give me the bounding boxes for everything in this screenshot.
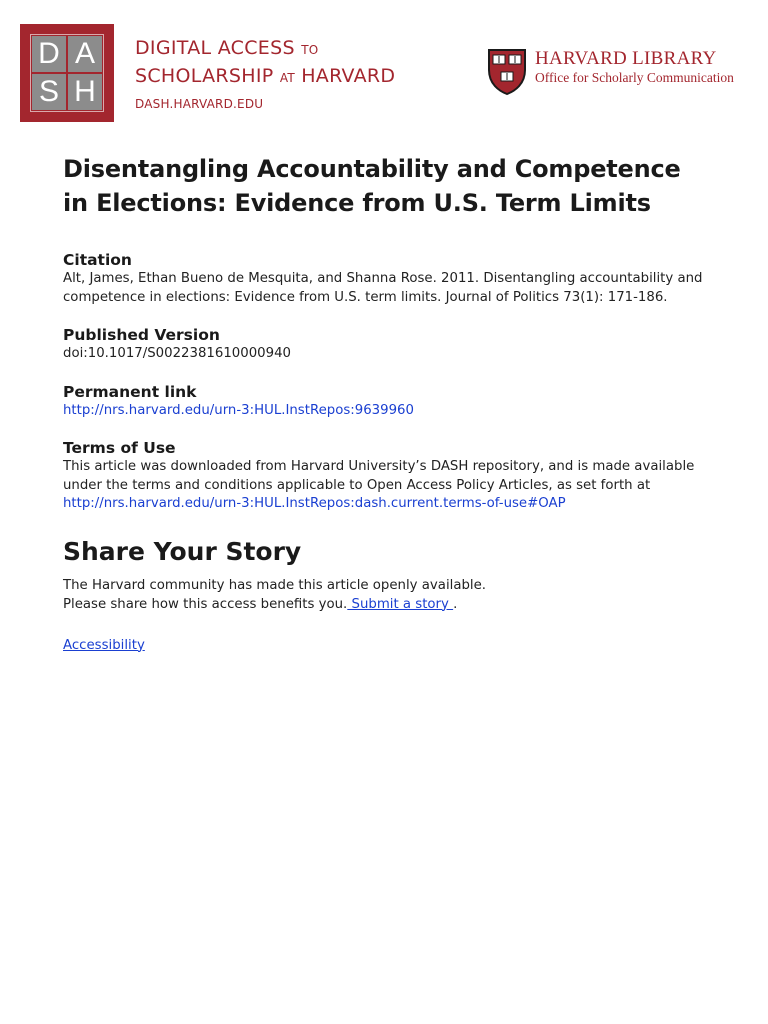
terms-section	[63, 438, 713, 514]
citation-section	[63, 250, 713, 307]
accessibility-row	[63, 638, 713, 653]
harvard-library-text	[535, 48, 734, 86]
dash-logo-letter-h: H	[68, 74, 102, 110]
dash-line2-small: AT	[279, 71, 295, 85]
dash-logo-letter-d: D	[32, 36, 66, 72]
permanent-link[interactable]: http://nrs.harvard.edu/urn-3:HUL.InstRepos:9639960	[63, 402, 414, 418]
published-version-heading: Published Version	[63, 326, 220, 344]
dash-logo-grid	[30, 34, 104, 112]
permanent-link-heading: Permanent link	[63, 382, 197, 401]
dash-wordmark-line2	[135, 63, 395, 91]
submit-story-link[interactable]: Submit a story	[347, 596, 454, 612]
share-line2-suffix: .	[453, 596, 458, 612]
dash-line2-main: SCHOLARSHIP	[135, 65, 274, 87]
share-line2	[63, 595, 713, 614]
article-title: Disentangling Accountability and Competence in Elections: Evidence from U.S. Term Limits	[63, 155, 681, 217]
share-heading: Share Your Story	[63, 536, 302, 566]
share-line1: The Harvard community has made this article openly available.	[63, 577, 487, 593]
harvard-library-title: HARVARD LIBRARY	[535, 48, 717, 69]
dash-logo-letter-a: A	[68, 36, 102, 72]
dash-line1-small: TO	[301, 43, 319, 57]
terms-heading: Terms of Use	[63, 439, 176, 457]
dash-wordmark-line1	[135, 35, 395, 63]
share-body	[63, 576, 713, 614]
accessibility-link[interactable]: Accessibility	[63, 637, 145, 653]
terms-link[interactable]: http://nrs.harvard.edu/urn-3:HUL.InstRepos:dash.current.terms-of-use#OAP	[63, 496, 566, 511]
harvard-library-subtitle: Office for Scholarly Communication	[535, 70, 734, 85]
citation-text: Alt, James, Ethan Bueno de Mesquita, and Shanna Rose. 2011. Disentangling accountability and competence in elections: Evidence from U.S. term limits. Journal of Politics 73(1): 171-186.	[63, 271, 703, 305]
dash-logo-letter-s: S	[32, 74, 66, 110]
citation-heading: Citation	[63, 251, 132, 269]
permanent-link-section	[63, 382, 713, 421]
published-version-section	[63, 325, 713, 364]
dash-wordmark	[135, 35, 395, 111]
terms-body	[63, 458, 713, 514]
dash-line2-end: HARVARD	[301, 65, 396, 87]
dash-url: DASH.HARVARD.EDU	[135, 97, 264, 111]
share-line2-prefix: Please share how this access benefits you.	[63, 596, 348, 612]
dash-logo	[20, 24, 114, 122]
harvard-shield-icon	[487, 48, 527, 96]
cover-content	[63, 152, 713, 653]
harvard-library-logo	[487, 48, 734, 96]
published-version-doi: doi:10.1017/S0022381610000940	[63, 346, 292, 361]
terms-text: This article was downloaded from Harvard University’s DASH repository, and is made available under the terms and conditions applicable to Open Access Policy Articles, as set forth at	[63, 459, 695, 493]
dash-line1-main: DIGITAL ACCESS	[135, 37, 295, 59]
